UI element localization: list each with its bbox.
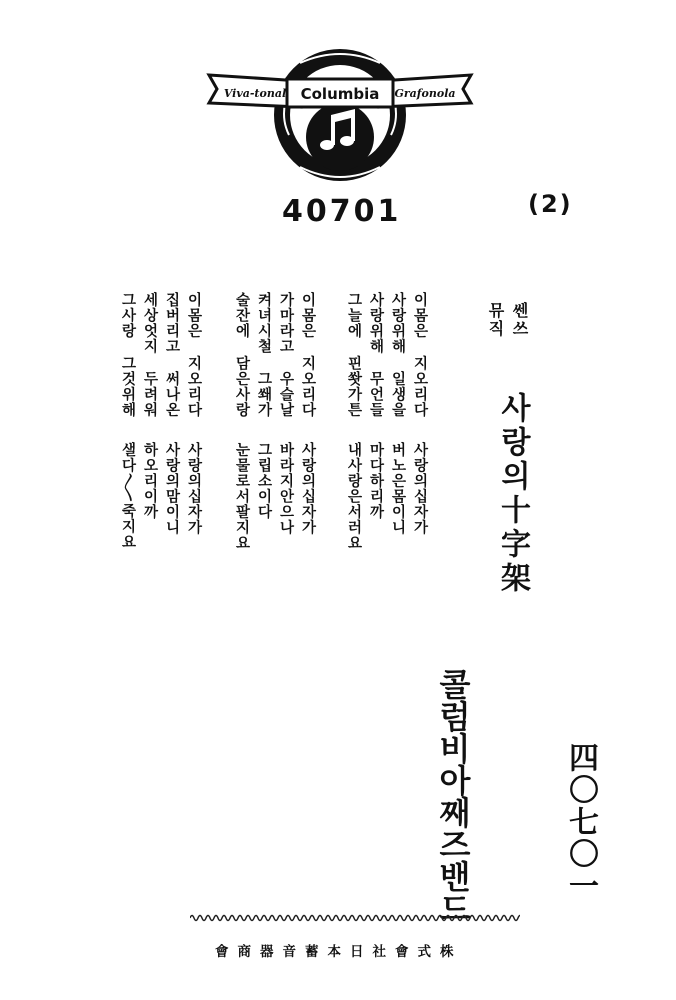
genre-column-1: 쎈쓰: [510, 302, 529, 338]
lyric-line: 내사랑은서러요: [345, 442, 362, 551]
lyric-line: 샐다〳〵죽지요: [119, 442, 136, 550]
lyric-line: 눈물로서팔지요: [233, 442, 250, 551]
lyric-line: 사랑위해 무언들: [367, 292, 384, 418]
lyric-line: 버노은몸이니: [389, 442, 406, 535]
lyric-line: 집버리고 써나온: [163, 292, 180, 418]
lyric-line: 켜녀시철 그쐐가: [255, 292, 272, 418]
lyric-line: 그늘에 핀쐇가튼: [345, 292, 362, 418]
publisher-footer: 會商器音蓄本日社會式株: [215, 944, 463, 960]
lyric-line: 바라지안으나: [277, 442, 294, 535]
lyric-line: 사랑의십자가: [185, 442, 202, 535]
lyric-line: 사랑의맘이니: [163, 442, 180, 535]
song-title: 사랑의十字架: [495, 392, 530, 596]
catalog-number-kanji: 四〇七〇一: [563, 742, 598, 902]
side-label: (2): [528, 190, 573, 218]
artist-name: 콜럼비아째즈밴드: [434, 668, 472, 924]
logo-center-text: Columbia: [300, 85, 380, 103]
lyric-line: 하오리이까: [141, 442, 158, 520]
logo-right-text: Grafonola: [394, 87, 456, 100]
lyric-line: 사랑의십자가: [299, 442, 316, 535]
record-number: 40701: [282, 194, 402, 229]
columbia-logo: [205, 45, 475, 185]
lyric-line: 사랑위해 일생을: [389, 292, 406, 418]
lyric-line: 마다하리까: [367, 442, 384, 520]
lyric-line: 사랑의십자가: [411, 442, 428, 535]
wavy-divider: [190, 910, 520, 924]
lyric-line: 세상엇지 두려워: [141, 292, 158, 418]
genre-column-2: 뮤직: [486, 302, 505, 338]
lyric-line: 이몸은 지오리다: [185, 292, 202, 418]
lyric-line: 이몸은 지오리다: [411, 292, 428, 418]
lyric-line: 가마라고 우슬날: [277, 292, 294, 418]
lyric-line: 그사랑 그것위해: [119, 292, 136, 418]
lyric-line: 술잔에 담은사랑: [233, 292, 250, 418]
lyric-line: 이몸은 지오리다: [299, 292, 316, 418]
lyric-line: 그립소이다: [255, 442, 272, 520]
logo-left-text: Viva-tonal: [223, 87, 287, 100]
